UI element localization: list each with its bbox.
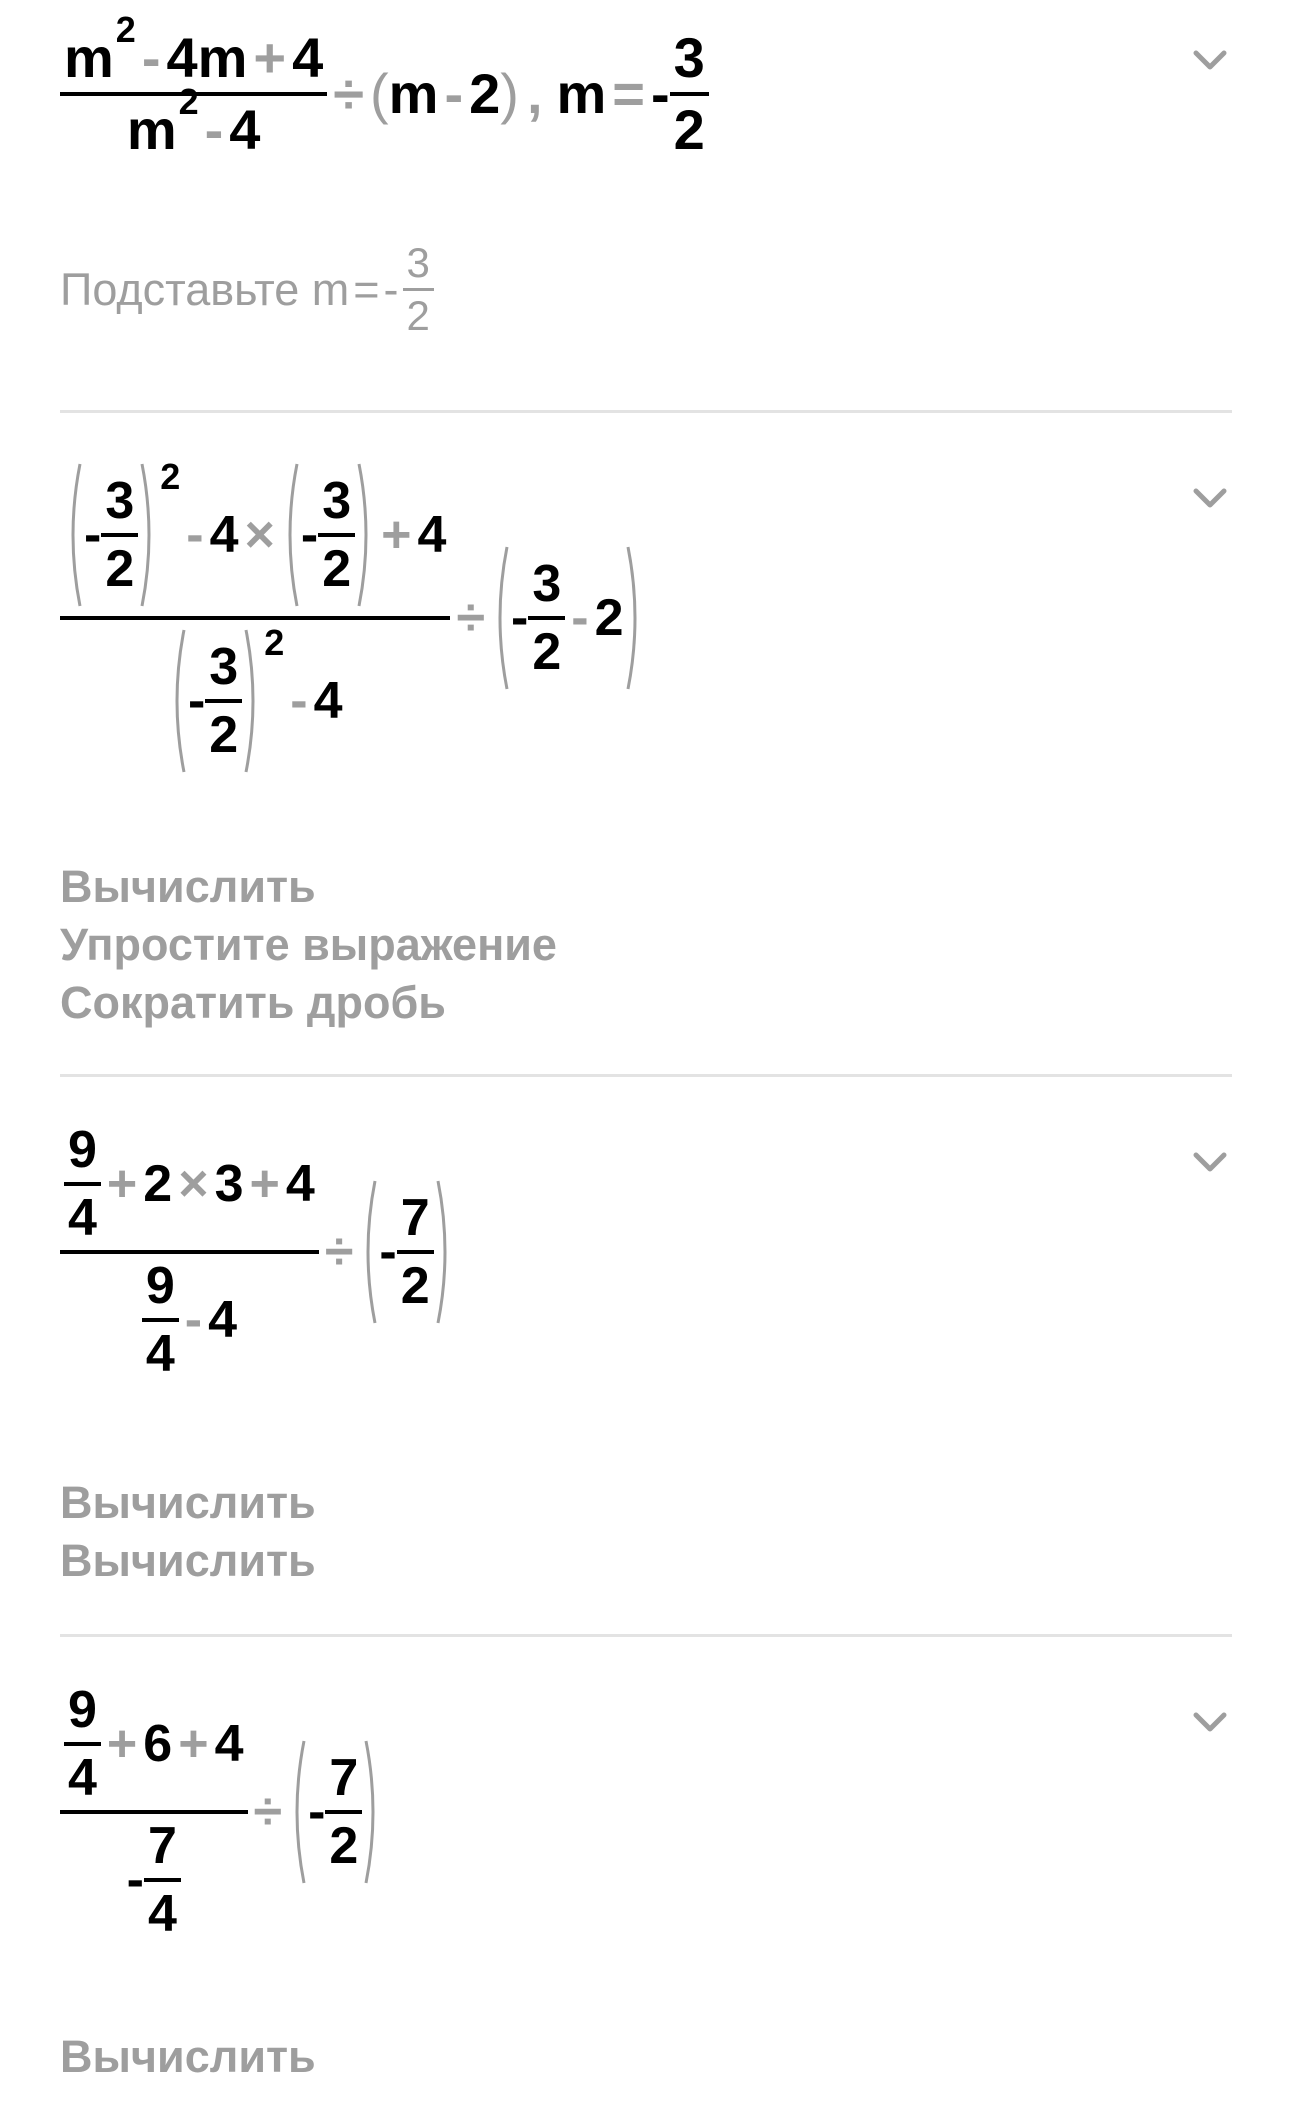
action-calculate[interactable]: Вычислить <box>60 1477 316 1528</box>
action-calculate[interactable]: Вычислить <box>60 1535 316 1586</box>
divider <box>60 1074 1232 1077</box>
numerator: $\frac{9}{4}$ + 2 × 3 + 4 <box>60 1124 319 1244</box>
numerator: - $\frac{3}{2}$ 2 - 4 × - $\frac{3}{2}$ + 4 <box>60 460 450 610</box>
substitute-label: Подставьте m = - $\frac{3}{2}$ <box>60 242 434 337</box>
numerator: $\frac{9}{4}$ + 6 + 4 <box>60 1684 248 1804</box>
action-calculate[interactable]: Вычислить <box>60 2031 316 2082</box>
step-2 <box>60 440 1232 1060</box>
chevron-down-icon[interactable] <box>1188 1700 1232 1744</box>
main-fraction <box>60 1121 319 1383</box>
fraction-bar <box>60 1810 248 1814</box>
step-2-expression: - $\frac{3}{2}$ 2 - 4 × - $\frac{3}{2}$ + 4 - $\frac{3}{2}$ 2 - 4 ÷ - $\frac{3}{2}$ - 2 <box>60 460 644 776</box>
chevron-down-icon[interactable] <box>1188 38 1232 82</box>
step-4-expression: $\frac{9}{4}$ + 6 + 4 - $\frac{7}{4}$ ÷ - $\frac{7}{2}$ <box>60 1684 382 1940</box>
action-reduce-fraction[interactable]: Сократить дробь <box>60 977 446 1028</box>
numerator: m 2 - 4m + 4 <box>64 9 324 89</box>
value-fraction: $\frac{3}{2}$ <box>670 30 709 158</box>
fraction-bar <box>60 1250 319 1254</box>
denominator: $\frac{9}{4}$ - 4 <box>138 1260 241 1380</box>
denominator: m 2 - 4 <box>126 81 261 161</box>
main-fraction <box>60 456 450 776</box>
fraction-bar <box>60 616 450 620</box>
chevron-down-icon[interactable] <box>1188 476 1232 520</box>
main-fraction <box>60 1681 248 1943</box>
denominator: - $\frac{3}{2}$ 2 - 4 <box>164 626 347 776</box>
main-fraction <box>60 9 327 161</box>
step-4 <box>60 1664 1232 2104</box>
divider <box>60 410 1232 413</box>
action-calculate[interactable]: Вычислить <box>60 861 316 912</box>
action-simplify[interactable]: Упростите выражение <box>60 919 557 970</box>
denominator: - $\frac{7}{4}$ <box>123 1820 185 1940</box>
step-3 <box>60 1104 1232 1624</box>
step-1-expression: m 2 - 4m + 4 m 2 - 4 ÷ ( m - 2 ) , m = - $\frac{3}{2}$ <box>60 30 709 158</box>
step-1 <box>60 9 1232 380</box>
step-3-expression: $\frac{9}{4}$ + 2 × 3 + 4 $\frac{9}{4}$ - 4 ÷ - $\frac{7}{2}$ <box>60 1124 454 1380</box>
chevron-down-icon[interactable] <box>1188 1140 1232 1184</box>
divider <box>60 1634 1232 1637</box>
